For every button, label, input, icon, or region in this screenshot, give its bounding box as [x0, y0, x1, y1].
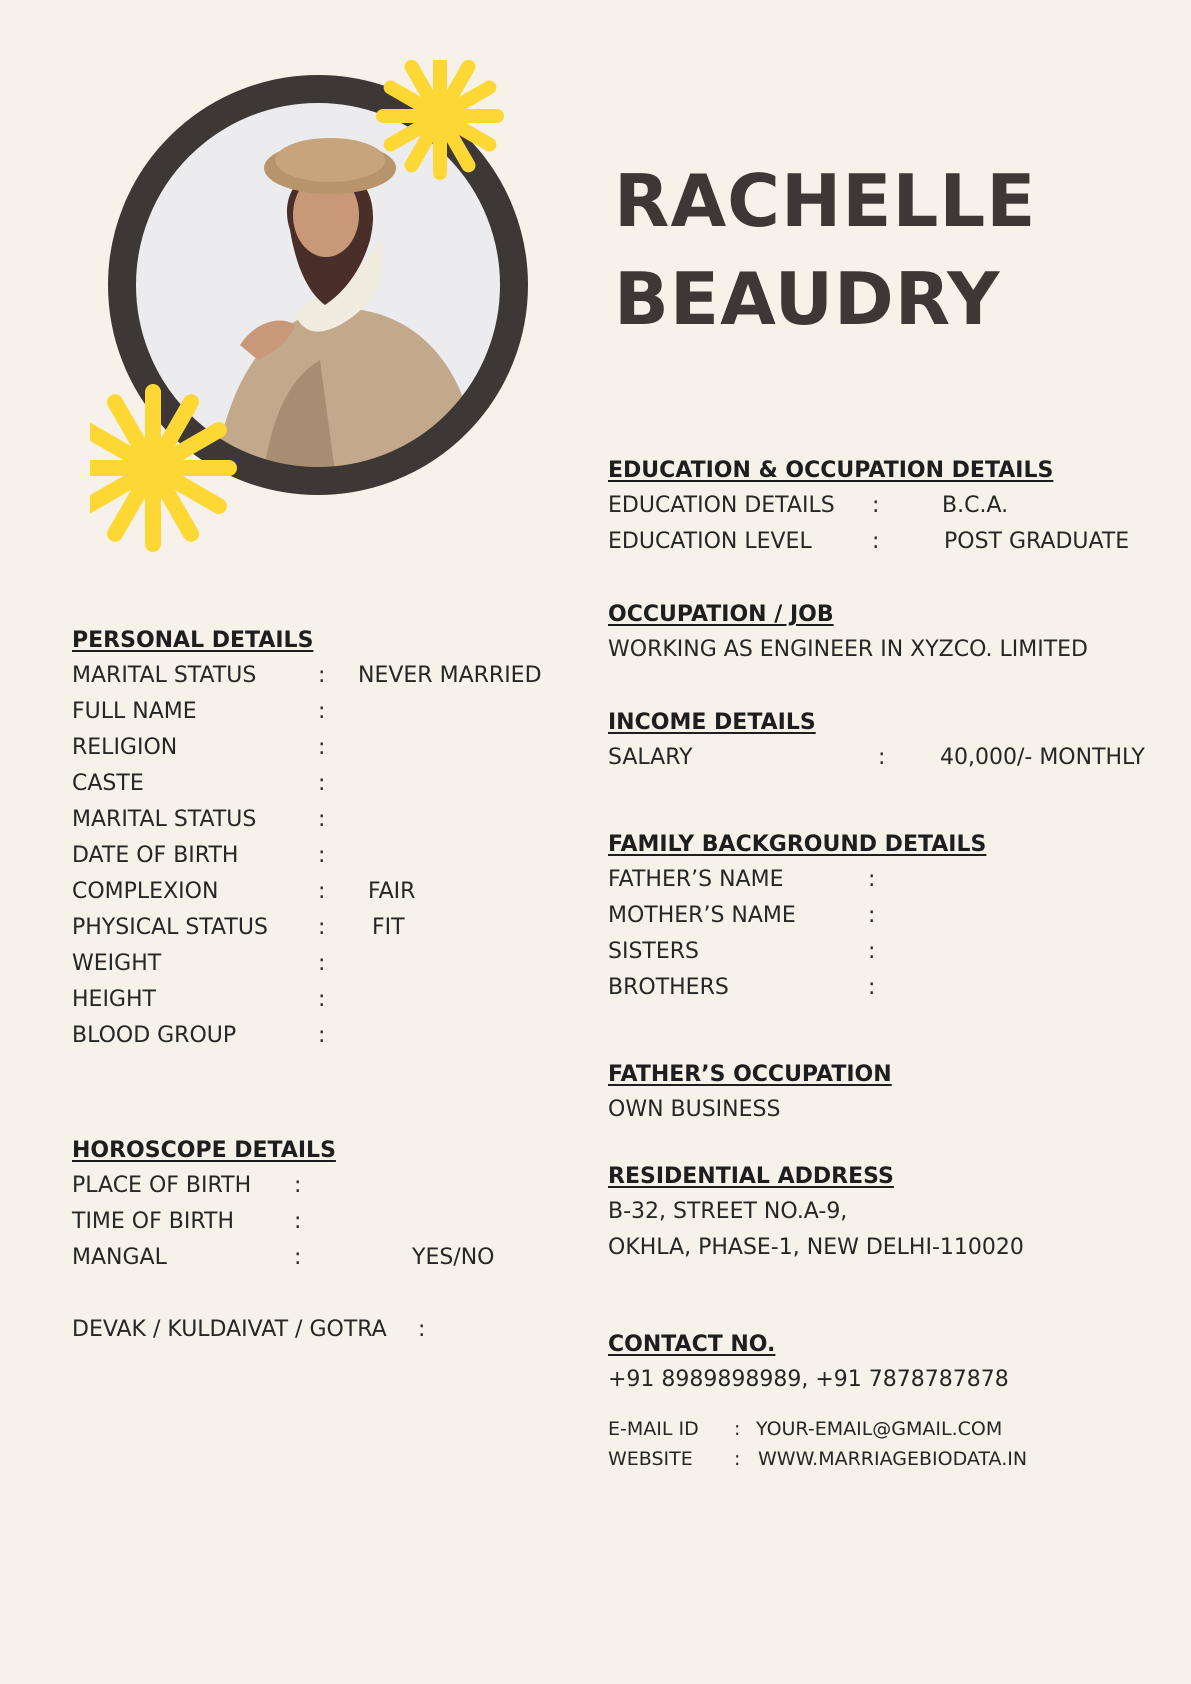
website-value[interactable]: WWW.MARRIAGEBIODATA.IN — [758, 1448, 1028, 1470]
detail-row — [72, 735, 552, 771]
detail-row — [72, 843, 552, 879]
salary-value: 40,000/- MONTHLY — [940, 745, 1145, 770]
detail-separator: : — [318, 807, 326, 832]
contact-section — [608, 1332, 1168, 1478]
detail-row — [72, 1023, 552, 1059]
detail-separator: : — [318, 951, 326, 976]
detail-label: FATHER’S NAME — [608, 867, 784, 892]
email-value[interactable]: YOUR-EMAIL@GMAIL.COM — [756, 1418, 1003, 1440]
salary-row — [608, 745, 1168, 781]
personal-details-section — [72, 628, 552, 1059]
profile-name — [614, 159, 1037, 341]
horoscope-details-section — [72, 1138, 552, 1353]
detail-separator: : — [868, 975, 876, 1000]
detail-row — [72, 1173, 552, 1209]
email-separator: : — [734, 1418, 741, 1440]
detail-row — [608, 493, 1168, 529]
detail-label: COMPLEXION — [72, 879, 219, 904]
detail-label: HEIGHT — [72, 987, 156, 1012]
detail-row — [72, 987, 552, 1023]
occupation-section — [608, 602, 1168, 662]
horoscope-details-heading: HOROSCOPE DETAILS — [72, 1138, 336, 1163]
detail-row — [72, 915, 552, 951]
detail-value: YES/NO — [412, 1245, 495, 1270]
father-occupation-heading: FATHER’S OCCUPATION — [608, 1062, 892, 1087]
detail-separator: : — [294, 1173, 302, 1198]
education-section — [608, 458, 1168, 565]
first-name: RACHELLE — [614, 159, 1037, 243]
detail-label: MANGAL — [72, 1245, 167, 1270]
detail-label: MARITAL STATUS — [72, 663, 257, 688]
detail-separator: : — [318, 1023, 326, 1048]
detail-separator: : — [318, 879, 326, 904]
detail-row — [608, 529, 1168, 565]
detail-label: PLACE OF BIRTH — [72, 1173, 252, 1198]
contact-phones: +91 8989898989, +91 7878787878 — [608, 1367, 1009, 1392]
occupation-heading: OCCUPATION / JOB — [608, 602, 834, 627]
portrait-illustration — [90, 60, 540, 570]
detail-row — [72, 1209, 552, 1245]
father-occupation-section — [608, 1062, 1168, 1122]
email-row — [608, 1418, 1168, 1448]
detail-separator: : — [318, 987, 326, 1012]
website-label: WEBSITE — [608, 1448, 693, 1470]
detail-label: DATE OF BIRTH — [72, 843, 239, 868]
detail-label: WEIGHT — [72, 951, 162, 976]
detail-separator: : — [318, 663, 326, 688]
detail-separator: : — [318, 735, 326, 760]
detail-separator: : — [294, 1209, 302, 1234]
email-label: E-MAIL ID — [608, 1418, 699, 1440]
family-heading: FAMILY BACKGROUND DETAILS — [608, 832, 987, 857]
detail-separator: : — [318, 699, 326, 724]
detail-label: MARITAL STATUS — [72, 807, 257, 832]
detail-label: PHYSICAL STATUS — [72, 915, 268, 940]
detail-separator: : — [868, 867, 876, 892]
income-section — [608, 710, 1168, 781]
gotra-separator: : — [418, 1317, 426, 1342]
detail-row — [72, 663, 552, 699]
detail-value: POST GRADUATE — [944, 529, 1130, 554]
detail-label: EDUCATION LEVEL — [608, 529, 812, 554]
website-row — [608, 1448, 1168, 1478]
detail-separator: : — [318, 771, 326, 796]
website-separator: : — [734, 1448, 741, 1470]
detail-separator: : — [872, 493, 880, 518]
detail-row — [608, 903, 1168, 939]
detail-value: FAIR — [368, 879, 416, 904]
education-heading: EDUCATION & OCCUPATION DETAILS — [608, 458, 1054, 483]
detail-value: B.C.A. — [942, 493, 1009, 518]
detail-row — [72, 771, 552, 807]
income-heading: INCOME DETAILS — [608, 710, 816, 735]
family-section — [608, 832, 1168, 1011]
detail-label: BLOOD GROUP — [72, 1023, 237, 1048]
address-heading: RESIDENTIAL ADDRESS — [608, 1164, 894, 1189]
gotra-label: DEVAK / KULDAIVAT / GOTRA — [72, 1317, 387, 1342]
detail-label: BROTHERS — [608, 975, 729, 1000]
contact-heading: CONTACT NO. — [608, 1332, 776, 1357]
detail-row — [72, 807, 552, 843]
detail-label: SISTERS — [608, 939, 700, 964]
detail-separator: : — [868, 939, 876, 964]
portrait-frame — [90, 60, 540, 570]
detail-separator: : — [868, 903, 876, 928]
address-line-2: OKHLA, PHASE-1, NEW DELHI-110020 — [608, 1235, 1024, 1260]
detail-row — [72, 699, 552, 735]
detail-value: FIT — [372, 915, 405, 940]
detail-row — [72, 879, 552, 915]
detail-label: RELIGION — [72, 735, 178, 760]
detail-row — [608, 975, 1168, 1011]
salary-label: SALARY — [608, 745, 693, 770]
detail-row — [72, 1245, 552, 1281]
detail-separator: : — [294, 1245, 302, 1270]
salary-separator: : — [878, 745, 886, 770]
detail-separator: : — [872, 529, 880, 554]
detail-row — [608, 867, 1168, 903]
detail-label: EDUCATION DETAILS — [608, 493, 835, 518]
personal-details-heading: PERSONAL DETAILS — [72, 628, 314, 653]
detail-label: CASTE — [72, 771, 144, 796]
father-occupation-text: OWN BUSINESS — [608, 1097, 781, 1122]
detail-separator: : — [318, 843, 326, 868]
address-line-1: B-32, STREET NO.A-9, — [608, 1199, 848, 1224]
detail-value: NEVER MARRIED — [358, 663, 542, 688]
address-section — [608, 1164, 1168, 1260]
gotra-row — [72, 1317, 552, 1353]
detail-row — [608, 939, 1168, 975]
detail-label: MOTHER’S NAME — [608, 903, 796, 928]
detail-label: TIME OF BIRTH — [72, 1209, 235, 1234]
occupation-text: WORKING AS ENGINEER IN XYZCO. LIMITED — [608, 637, 1088, 662]
detail-label: FULL NAME — [72, 699, 197, 724]
detail-separator: : — [318, 915, 326, 940]
last-name: BEAUDRY — [614, 257, 1001, 341]
detail-row — [72, 951, 552, 987]
